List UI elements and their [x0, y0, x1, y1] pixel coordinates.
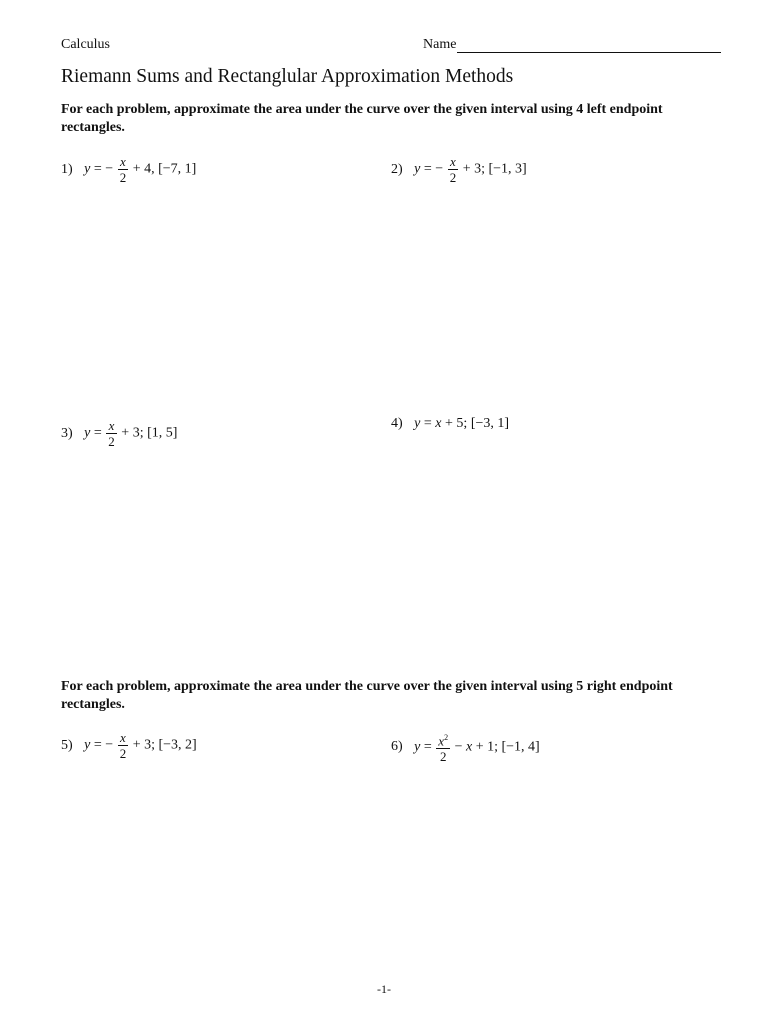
equation-operator: −	[454, 739, 463, 755]
numerator-exponent: 2	[444, 733, 449, 742]
problem-1	[61, 154, 196, 185]
fraction-denominator: 2	[449, 170, 457, 185]
equation-sign: =	[93, 425, 102, 441]
equation-sign: = −	[93, 737, 114, 753]
expression-variable: x	[465, 739, 473, 755]
name-label: Name	[423, 37, 457, 52]
fraction-denominator: 2	[108, 434, 115, 449]
fraction-numerator: x	[120, 154, 126, 169]
equation-sign: = −	[423, 161, 444, 177]
problem-5	[61, 730, 197, 761]
interval: [1, 5]	[147, 425, 178, 441]
page-number: -1-	[377, 982, 391, 996]
fraction	[118, 154, 129, 185]
problem-number: 5)	[61, 737, 73, 753]
problem-number: 2)	[391, 161, 403, 177]
instructions-left-endpoint: For each problem, approximate the area under the curve over the given interval using 4 left endpoint rectangles.	[61, 102, 663, 135]
fraction	[436, 730, 450, 764]
fraction	[118, 730, 129, 761]
fraction-numerator: x	[120, 730, 126, 745]
equation-variable: y	[84, 737, 91, 753]
fraction-denominator: 2	[119, 746, 127, 761]
problem-number: 1)	[61, 161, 73, 177]
equation-sign: =	[423, 739, 432, 755]
equation-remainder: + 3;	[462, 161, 485, 177]
equation-variable: y	[414, 161, 421, 177]
problem-2	[391, 154, 527, 185]
equation-variable: y	[84, 425, 91, 441]
page-title: Riemann Sums and Rectanglular Approximation Methods	[61, 66, 514, 87]
equation-sign: =	[423, 416, 432, 431]
interval: [−3, 1]	[470, 416, 510, 431]
interval: [−1, 4]	[501, 739, 540, 755]
interval: [−3, 2]	[158, 737, 197, 753]
problem-number: 4)	[391, 416, 403, 431]
equation-remainder: + 3;	[121, 425, 144, 441]
equation-sign: = −	[93, 161, 114, 177]
numerator-variable: x	[438, 733, 445, 749]
fraction-numerator: x	[450, 154, 456, 169]
fraction-denominator: 2	[436, 748, 450, 764]
problem-number: 6)	[391, 739, 403, 755]
equation-remainder: + 3;	[132, 737, 155, 753]
problem-4	[391, 416, 509, 432]
fraction	[106, 418, 117, 449]
problem-number: 3)	[61, 425, 73, 441]
instructions-right-endpoint: For each problem, approximate the area under the curve over the given interval using 5 right endpoint rectangles.	[61, 679, 673, 712]
problem-3	[61, 418, 177, 449]
fraction-numerator	[436, 730, 450, 748]
expression-variable: x	[435, 416, 442, 431]
fraction	[448, 154, 459, 185]
equation-remainder: + 5;	[445, 416, 468, 431]
equation-remainder: + 4,	[132, 161, 155, 177]
fraction-denominator: 2	[119, 170, 127, 185]
course-label: Calculus	[61, 37, 110, 52]
name-blank-line	[457, 38, 721, 53]
equation-variable: y	[414, 739, 421, 755]
name-field	[423, 37, 721, 53]
interval: [−7, 1]	[158, 161, 197, 177]
equation-variable: y	[84, 161, 91, 177]
interval: [−1, 3]	[488, 161, 527, 177]
fraction-numerator: x	[108, 418, 115, 433]
equation-remainder: + 1;	[475, 739, 498, 755]
problem-6	[391, 730, 540, 764]
equation-variable: y	[414, 416, 421, 431]
